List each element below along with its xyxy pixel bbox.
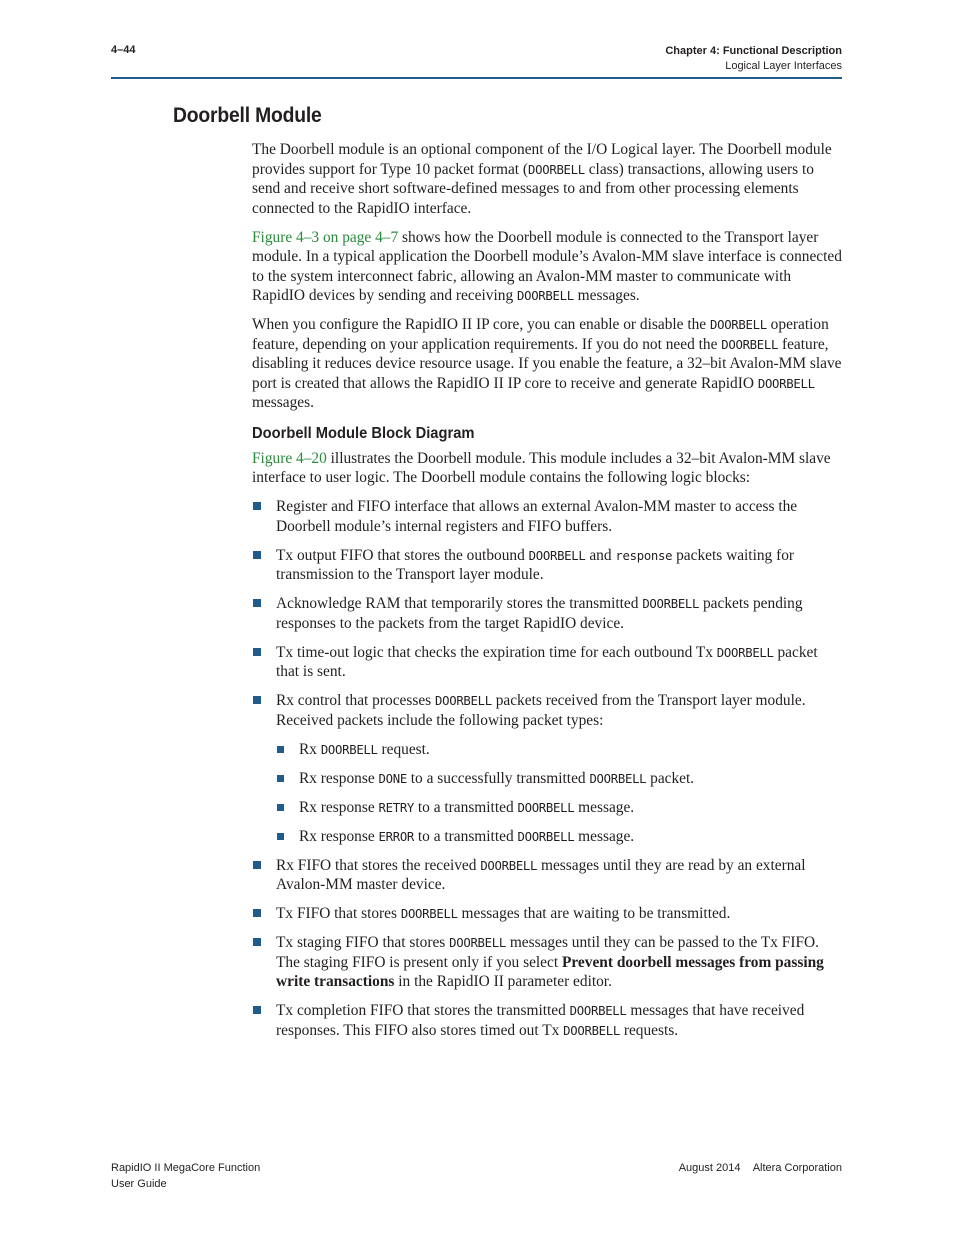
text: message.	[574, 827, 635, 845]
text: messages that are waiting to be transmitted.	[457, 905, 731, 922]
list-item	[252, 1001, 842, 1040]
header-rule	[111, 77, 842, 79]
code-term: DOORBELL	[710, 318, 767, 332]
text: Tx time-out logic that checks the expiration time for each outbound Tx	[276, 643, 717, 661]
list-item	[252, 497, 842, 536]
text: Rx response	[299, 769, 379, 787]
bullet-icon	[253, 502, 261, 510]
text: Rx response	[299, 798, 379, 816]
code-term: ERROR	[378, 829, 415, 844]
text: messages until they are read by an external Avalon-MM master device.	[276, 856, 806, 893]
list-item	[252, 856, 842, 895]
chapter-title: Chapter 4: Functional Description	[665, 45, 842, 57]
code-term: RETRY	[378, 800, 415, 815]
paragraph-2	[252, 228, 842, 306]
list-item	[252, 594, 842, 633]
text: message.	[574, 798, 635, 816]
running-header	[665, 44, 842, 74]
bullet-icon	[277, 746, 284, 753]
text: in the RapidIO II parameter editor.	[394, 973, 612, 990]
bullet-icon	[277, 804, 284, 811]
text: packets pending responses to the packets from the target RapidIO device.	[276, 595, 803, 632]
sub-list-item	[276, 827, 842, 847]
text: Tx FIFO that stores	[276, 905, 401, 922]
bullet-icon	[253, 909, 261, 917]
text: messages.	[573, 287, 640, 304]
ui-option-name: Prevent doorbell messages from passing write transactions	[276, 953, 824, 990]
code-term: DOORBELL	[642, 597, 700, 611]
text: operation feature, depending on your application requirements. If you do not need the	[252, 316, 829, 353]
text: to a successfully transmitted	[406, 769, 590, 787]
code-term: DOORBELL	[517, 289, 574, 303]
text: packets received from the Transport layer module. Received packets include the following packet types:	[276, 692, 806, 729]
code-term: DOORBELL	[563, 1023, 620, 1038]
text: feature, disabling it reduces device resource usage. If you enable the feature, a 32–bit Avalon-MM slave port is created that allows the RapidIO II IP core to receive and generate RapidIO	[252, 335, 842, 392]
paragraph-1	[252, 140, 842, 218]
code-term: DOORBELL	[320, 742, 378, 757]
text: illustrates the Doorbell module. This module includes a 32–bit Avalon-MM slave interface to user logic. The Doorbell module contains the following logic blocks:	[252, 449, 831, 486]
text: Tx completion FIFO that stores the transmitted	[276, 1002, 570, 1019]
sub-list-item	[276, 798, 842, 818]
text: messages.	[252, 394, 314, 411]
sub-list-item	[276, 769, 842, 789]
code-term: DONE	[378, 771, 407, 786]
code-term: DOORBELL	[517, 800, 575, 815]
product-name: RapidIO II MegaCore Function	[111, 1162, 261, 1174]
text: Rx response	[299, 827, 379, 845]
text: packet.	[646, 769, 695, 787]
bullet-icon	[253, 1006, 261, 1014]
code-term: DOORBELL	[528, 162, 585, 177]
code-term: DOORBELL	[757, 376, 815, 391]
bullet-icon	[253, 696, 261, 704]
text: Rx FIFO that stores the received	[276, 856, 481, 874]
text: Tx output FIFO that stores the outbound	[276, 546, 529, 564]
text: The Doorbell module is an optional component of the I/O Logical layer. The Doorbell module provides support for Type 10 packet format (	[252, 141, 832, 178]
text: request.	[377, 740, 430, 758]
paragraph-3	[252, 315, 842, 413]
packet-type-list	[276, 740, 842, 847]
code-term: DOORBELL	[480, 858, 538, 873]
publication-date: August 2014	[678, 1162, 741, 1174]
text: and	[585, 546, 616, 564]
code-term: DOORBELL	[721, 337, 779, 352]
text: shows how the Doorbell module is connected to the Transport layer module. In a typical application the Doorbell module’s Avalon-MM slave interface is connected to the system interconnect fabric, allowing an Avalon-MM master to communicate with RapidIO devices by sending and receiving	[252, 228, 842, 304]
code-term: DOORBELL	[716, 645, 774, 660]
text: to a transmitted	[414, 798, 518, 816]
text: packet that is sent.	[276, 643, 818, 680]
text: Rx	[299, 740, 321, 758]
sub-list-item	[276, 740, 842, 760]
code-term: DOORBELL	[400, 907, 458, 921]
bullet-icon	[277, 833, 284, 840]
logic-block-list	[252, 497, 842, 1040]
list-item	[252, 933, 842, 992]
text: messages until they can be passed to the Tx FIFO. The staging FIFO is present only if you select	[276, 934, 820, 971]
text: messages that have received responses. This FIFO also stores timed out Tx	[276, 1002, 805, 1039]
bullet-icon	[253, 938, 261, 946]
code-term: DOORBELL	[435, 694, 492, 708]
text: When you configure the RapidIO II IP core, you can enable or disable the	[252, 316, 710, 333]
code-term: DOORBELL	[449, 936, 506, 950]
text: Acknowledge RAM that temporarily stores the transmitted	[276, 595, 643, 612]
text: Register and FIFO interface that allows an external Avalon-MM master to access the Doorbell module’s internal registers and FIFO buffers.	[276, 498, 798, 535]
bullet-icon	[253, 551, 261, 559]
intro-paragraph	[252, 449, 842, 488]
code-term: DOORBELL	[528, 548, 586, 563]
section-heading: Doorbell Module	[173, 104, 322, 127]
bullet-icon	[253, 861, 261, 869]
bullet-icon	[277, 775, 284, 782]
text: requests.	[619, 1021, 679, 1039]
code-term: response	[615, 548, 673, 563]
company-name: Altera Corporation	[752, 1162, 842, 1174]
subsection-heading: Doorbell Module Block Diagram	[252, 424, 475, 442]
figure-link[interactable]: Figure 4–20	[252, 449, 327, 467]
text: Rx control that processes	[276, 692, 436, 709]
footer-left	[111, 1160, 260, 1192]
body-text	[252, 140, 842, 1050]
section-title: Logical Layer Interfaces	[725, 60, 842, 72]
document-type: User Guide	[111, 1178, 167, 1190]
bullet-icon	[253, 648, 261, 656]
page-number: 4–44	[111, 44, 136, 56]
list-item	[252, 546, 842, 585]
footer-right	[679, 1160, 842, 1176]
text: class) transactions, allowing users to send and receive short software-defined messages to and from other processing elements connected to the RapidIO interface.	[252, 160, 814, 217]
code-term: DOORBELL	[517, 829, 575, 844]
code-term: DOORBELL	[589, 771, 647, 786]
list-item	[252, 643, 842, 682]
bullet-icon	[253, 599, 261, 607]
figure-link[interactable]: Figure 4–3 on page 4–7	[252, 228, 399, 246]
text: packets waiting for transmission to the Transport layer module.	[276, 546, 795, 583]
text: to a transmitted	[414, 827, 518, 845]
list-item	[252, 904, 842, 924]
text: Tx staging FIFO that stores	[276, 934, 450, 951]
code-term: DOORBELL	[569, 1004, 627, 1018]
list-item	[252, 691, 842, 846]
